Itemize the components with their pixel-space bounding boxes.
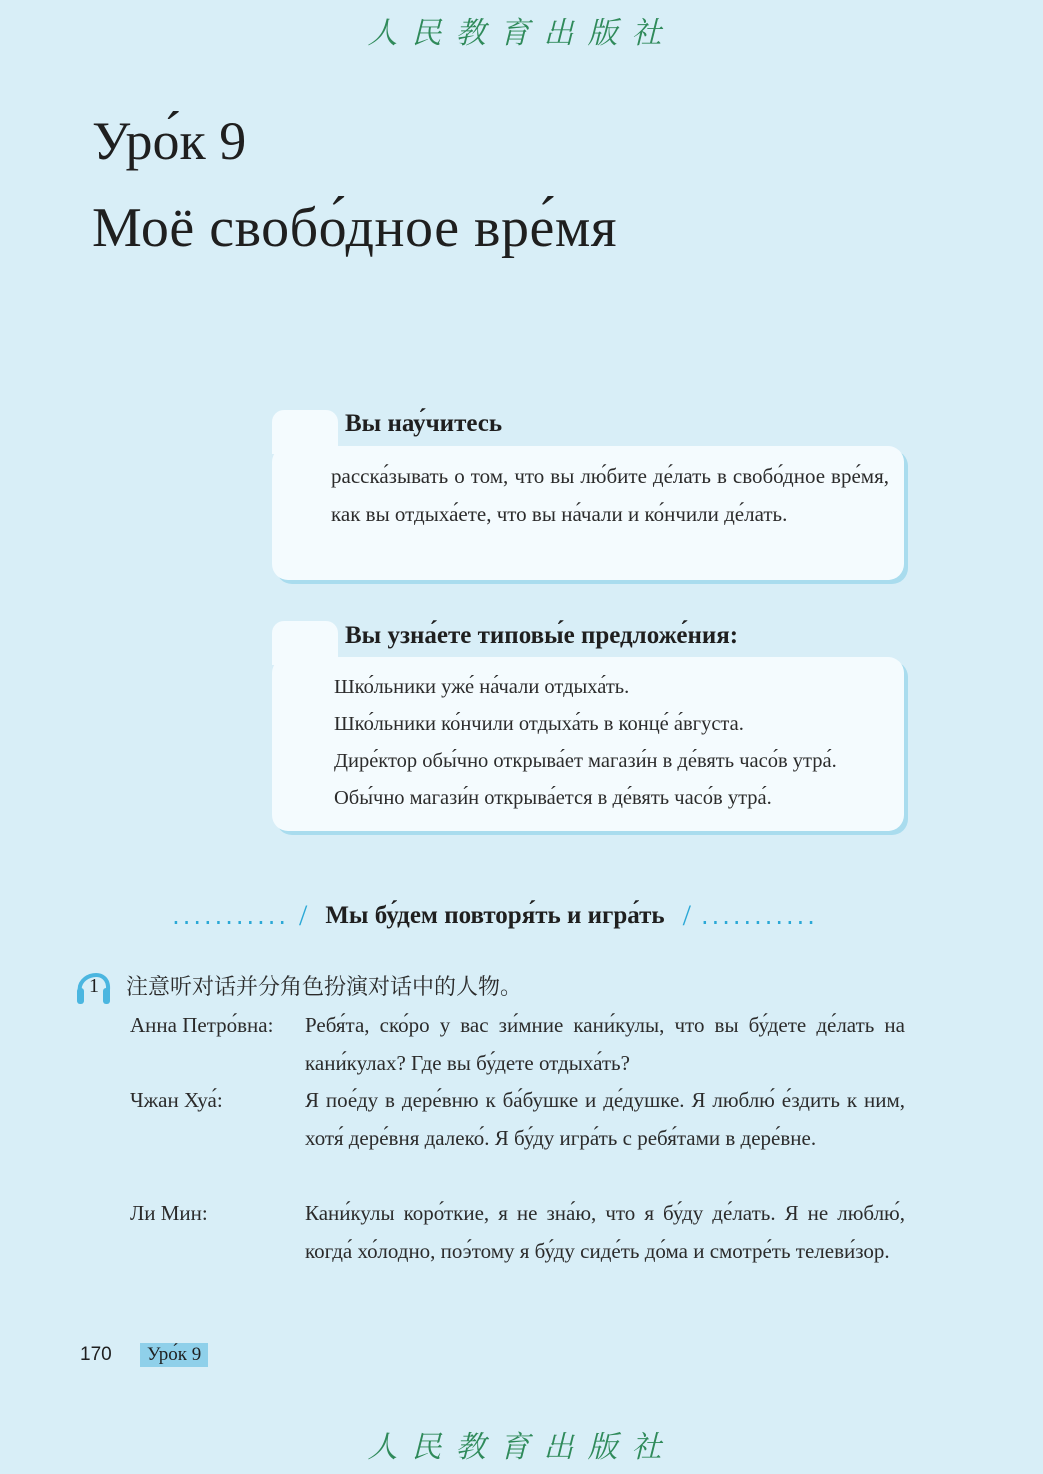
patterns-box-heading: Вы узна́ете типовы́е предложе́ния: — [345, 622, 739, 649]
slash-right-icon: / — [682, 899, 691, 932]
dialog-line: Ребя́та, ско́ро у вас зи́мние кани́кулы, что вы бу́дете де́лать на кани́кулах? Где вы бу́дете отдыха́ть? — [305, 1013, 905, 1075]
dialog-speaker: Чжан Хуа́: — [130, 1088, 223, 1112]
exercise-instruction: 注意听对话并分角色扮演对话中的人物。 — [126, 975, 523, 1000]
dots-left: ........... — [172, 902, 289, 930]
audio-exercise-number — [74, 964, 114, 1008]
dialog-speaker: Ли Мин: — [130, 1201, 208, 1225]
pattern-line: Дире́ктор обы́чно открыва́ет магази́н в де́вять часо́в утра́. — [334, 750, 837, 772]
pattern-line: Шко́льники уже́ на́чали отдыха́ть. — [334, 676, 630, 698]
publisher-logo-top: 人民教育出版社 — [367, 16, 676, 51]
dots-right: ........... — [701, 902, 818, 930]
publisher-logo-bottom: 人民教育出版社 — [367, 1430, 676, 1465]
learn-box-heading: Вы нау́читесь — [345, 410, 503, 437]
section-header — [130, 896, 860, 936]
learn-box-tab — [272, 410, 338, 454]
slash-left-icon: / — [298, 899, 308, 932]
patterns-list — [334, 669, 894, 817]
exercise-number: 1 — [89, 975, 99, 997]
lesson-tag: Уро́к 9 — [140, 1343, 208, 1367]
section-title: Мы бу́дем повторя́ть и игра́ть — [325, 902, 665, 929]
dialog-line: Я пое́ду в дере́вню к ба́бушке и де́душке. Я люблю́ е́здить к ним, хотя́ дере́вня далеко́. Я бу́ду игра́ть с ребя́тами в дере́вне. — [305, 1088, 905, 1150]
lesson-title: Моё свобо́дное вре́мя — [92, 197, 618, 259]
patterns-box-tab — [272, 621, 338, 665]
pattern-line: Обы́чно магази́н открыва́ется в де́вять часо́в утра́. — [334, 787, 772, 809]
dialog-speaker: Анна Петро́вна: — [130, 1013, 274, 1037]
learn-box-text: расска́зывать о том, что вы лю́бите де́лать в свобо́дное вре́мя, как вы отдыха́ете, что вы на́чали и ко́нчили де́лать. — [331, 464, 889, 526]
page-number: 170 — [80, 1344, 112, 1365]
dialog-line: Кани́кулы коро́ткие, я не зна́ю, что я бу́ду де́лать. Я не люблю́, когда́ хо́лодно, поэ́тому я бу́ду сиде́ть до́ма и смотре́ть телеви́зор. — [305, 1201, 905, 1263]
lesson-number: Уро́к 9 — [92, 111, 247, 171]
pattern-line: Шко́льники ко́нчили отдыха́ть в конце́ а́вгуста. — [334, 713, 744, 735]
